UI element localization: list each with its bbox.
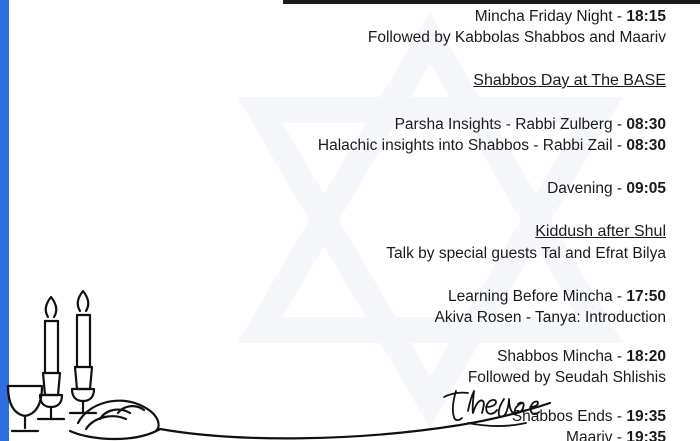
- entry-subtitle-row: [0, 427, 666, 441]
- entry-title-row: [0, 406, 666, 427]
- entry-subtitle: Followed by Seudah Shlishis: [467, 369, 666, 386]
- schedule-entry-parsha-insights: [0, 114, 666, 156]
- entry-separator: -: [612, 8, 627, 25]
- entry-time: 19:35: [626, 408, 666, 425]
- entry-title-row: [0, 178, 666, 199]
- entry-title: Shabbos Mincha -: [497, 348, 627, 365]
- entry-subtitle: Akiva Rosen - Tanya: Introduction: [434, 309, 666, 326]
- entry-time: 18:20: [626, 348, 666, 365]
- entry-subtitle: Followed by Kabbolas Shabbos and Maariv: [367, 29, 666, 46]
- schedule-entry-davening: [0, 178, 666, 199]
- section-heading-shabbos-day: Shabbos Day at The BASE: [473, 72, 666, 89]
- section-heading-kiddush: Kiddush after Shul: [535, 223, 666, 240]
- entry-title-row: [0, 286, 666, 307]
- entry-time: 18:15: [626, 8, 666, 25]
- entry-time: 08:30: [626, 137, 666, 154]
- entry-time: 09:05: [626, 180, 666, 197]
- entry-title-row: [0, 6, 666, 27]
- schedule-entry-mincha-friday: [0, 6, 666, 48]
- kiddush-subtitle: Talk by special guests Tal and Efrat Bilya: [386, 245, 666, 262]
- entry-separator: -: [612, 116, 627, 133]
- entry-separator: -: [612, 137, 627, 154]
- entry-title: Mincha Friday Night: [474, 8, 613, 25]
- schedule-entry-shabbos-mincha: [0, 346, 666, 388]
- schedule-entry-shabbos-ends: [0, 406, 666, 441]
- entry-subtitle: Maariv -: [566, 429, 627, 441]
- entry-time: 08:30: [626, 116, 666, 133]
- entry-title-row: [0, 114, 666, 135]
- entry-title-row: [0, 346, 666, 367]
- entry-time: 17:50: [626, 288, 666, 305]
- entry-time: 19:35: [626, 429, 666, 441]
- entry-subtitle-row: [0, 135, 666, 156]
- entry-title: Shabbos Ends -: [511, 408, 627, 425]
- entry-title: Learning Before Mincha -: [447, 288, 627, 305]
- entry-title: Parsha Insights - Rabbi Zulberg: [394, 116, 613, 133]
- entry-title: Davening -: [547, 180, 627, 197]
- entry-subtitle: Halachic insights into Shabbos - Rabbi Zail: [317, 137, 613, 154]
- schedule-entry-learning-before-mincha: [0, 286, 666, 328]
